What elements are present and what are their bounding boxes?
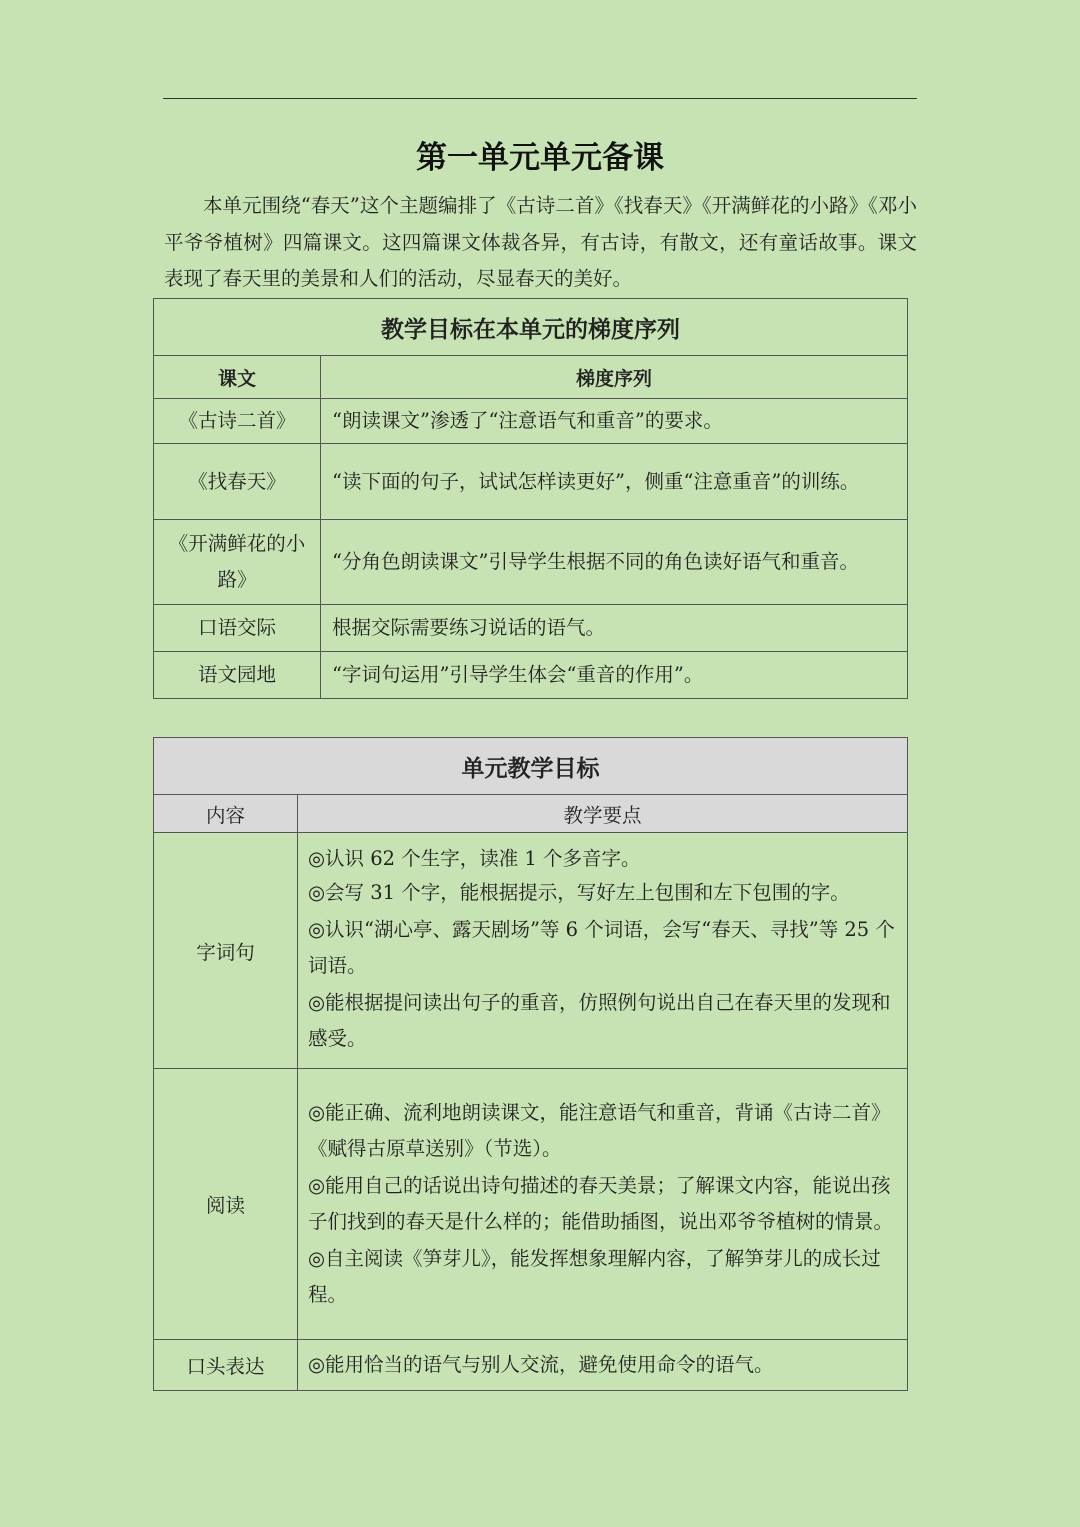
list-item: ◎认识“湖心亭、露天剧场”等 6 个词语，会写“春天、寻找”等 25 个词语。 [308,917,895,978]
gradient-header-lesson: 课文 [154,356,321,399]
table-row [154,833,908,1069]
goals-header-content: 内容 [154,795,298,833]
table-row [154,1069,908,1340]
list-item: ◎会写 31 个字，能根据提示，写好左上包围和左下包围的字。 [308,881,850,905]
gradient-sequence-table [153,298,908,699]
points-cell [298,1069,908,1340]
lesson-cell: 语文园地 [154,652,321,699]
table-row [154,1340,908,1391]
goals-header-points: 教学要点 [298,795,908,833]
list-item: ◎自主阅读《笋芽儿》，能发挥想象理解内容，了解笋芽儿的成长过程。 [308,1246,881,1306]
intro-paragraph: 本单元围绕“春天”这个主题编排了《古诗二首》《找春天》《开满鲜花的小路》《邓小平爷爷植树》四篇课文。这四篇课文体裁各异，有古诗，有散文，还有童话故事。课文表现了春天里的美景和人们的活动，尽显春天的美好。 [164,194,917,291]
lesson-cell: 口语交际 [154,605,321,652]
points-cell [298,1340,908,1391]
header-rule [163,98,917,99]
table-row [154,652,908,699]
sequence-cell: “分角色朗读课文”引导学生根据不同的角色读好语气和重音。 [321,520,908,605]
list-item: ◎能用恰当的语气与别人交流，避免使用命令的语气。 [308,1352,774,1376]
lesson-cell: 《开满鲜花的小路》 [154,520,321,605]
sequence-cell: “读下面的句子，试试怎样读更好”，侧重“注意重音”的训练。 [321,444,908,520]
table-row [154,399,908,444]
lesson-cell: 《找春天》 [154,444,321,520]
lesson-cell: 《古诗二首》 [154,399,321,444]
unit-goals-table [153,737,908,1391]
goals-table-caption: 单元教学目标 [154,738,908,795]
table-row [154,605,908,652]
page-title: 第一单元单元备课 [416,140,664,176]
sequence-cell: 根据交际需要练习说话的语气。 [321,605,908,652]
sequence-cell: “字词句运用”引导学生体会“重音的作用”。 [321,652,908,699]
gradient-table-caption: 教学目标在本单元的梯度序列 [154,299,908,356]
content-cell: 阅读 [154,1069,298,1340]
content-cell: 字词句 [154,833,298,1069]
list-item: ◎能根据提问读出句子的重音，仿照例句说出自己在春天里的发现和感受。 [308,990,891,1051]
list-item: ◎能正确、流利地朗读课文，能注意语气和重音，背诵《古诗二首》《赋得古原草送别》（节选）。 [308,1100,891,1160]
points-cell [298,833,908,1069]
gradient-header-sequence: 梯度序列 [321,356,908,399]
list-item: ◎能用自己的话说出诗句描述的春天美景；了解课文内容，能说出孩子们找到的春天是什么样的；能借助插图，说出邓爷爷植树的情景。 [308,1173,894,1233]
table-row [154,520,908,605]
content-cell: 口头表达 [154,1340,298,1391]
sequence-cell: “朗读课文”渗透了“注意语气和重音”的要求。 [321,399,908,444]
table-row [154,444,908,520]
list-item: ◎认识 62 个生字，读准 1 个多音字。 [308,847,641,871]
